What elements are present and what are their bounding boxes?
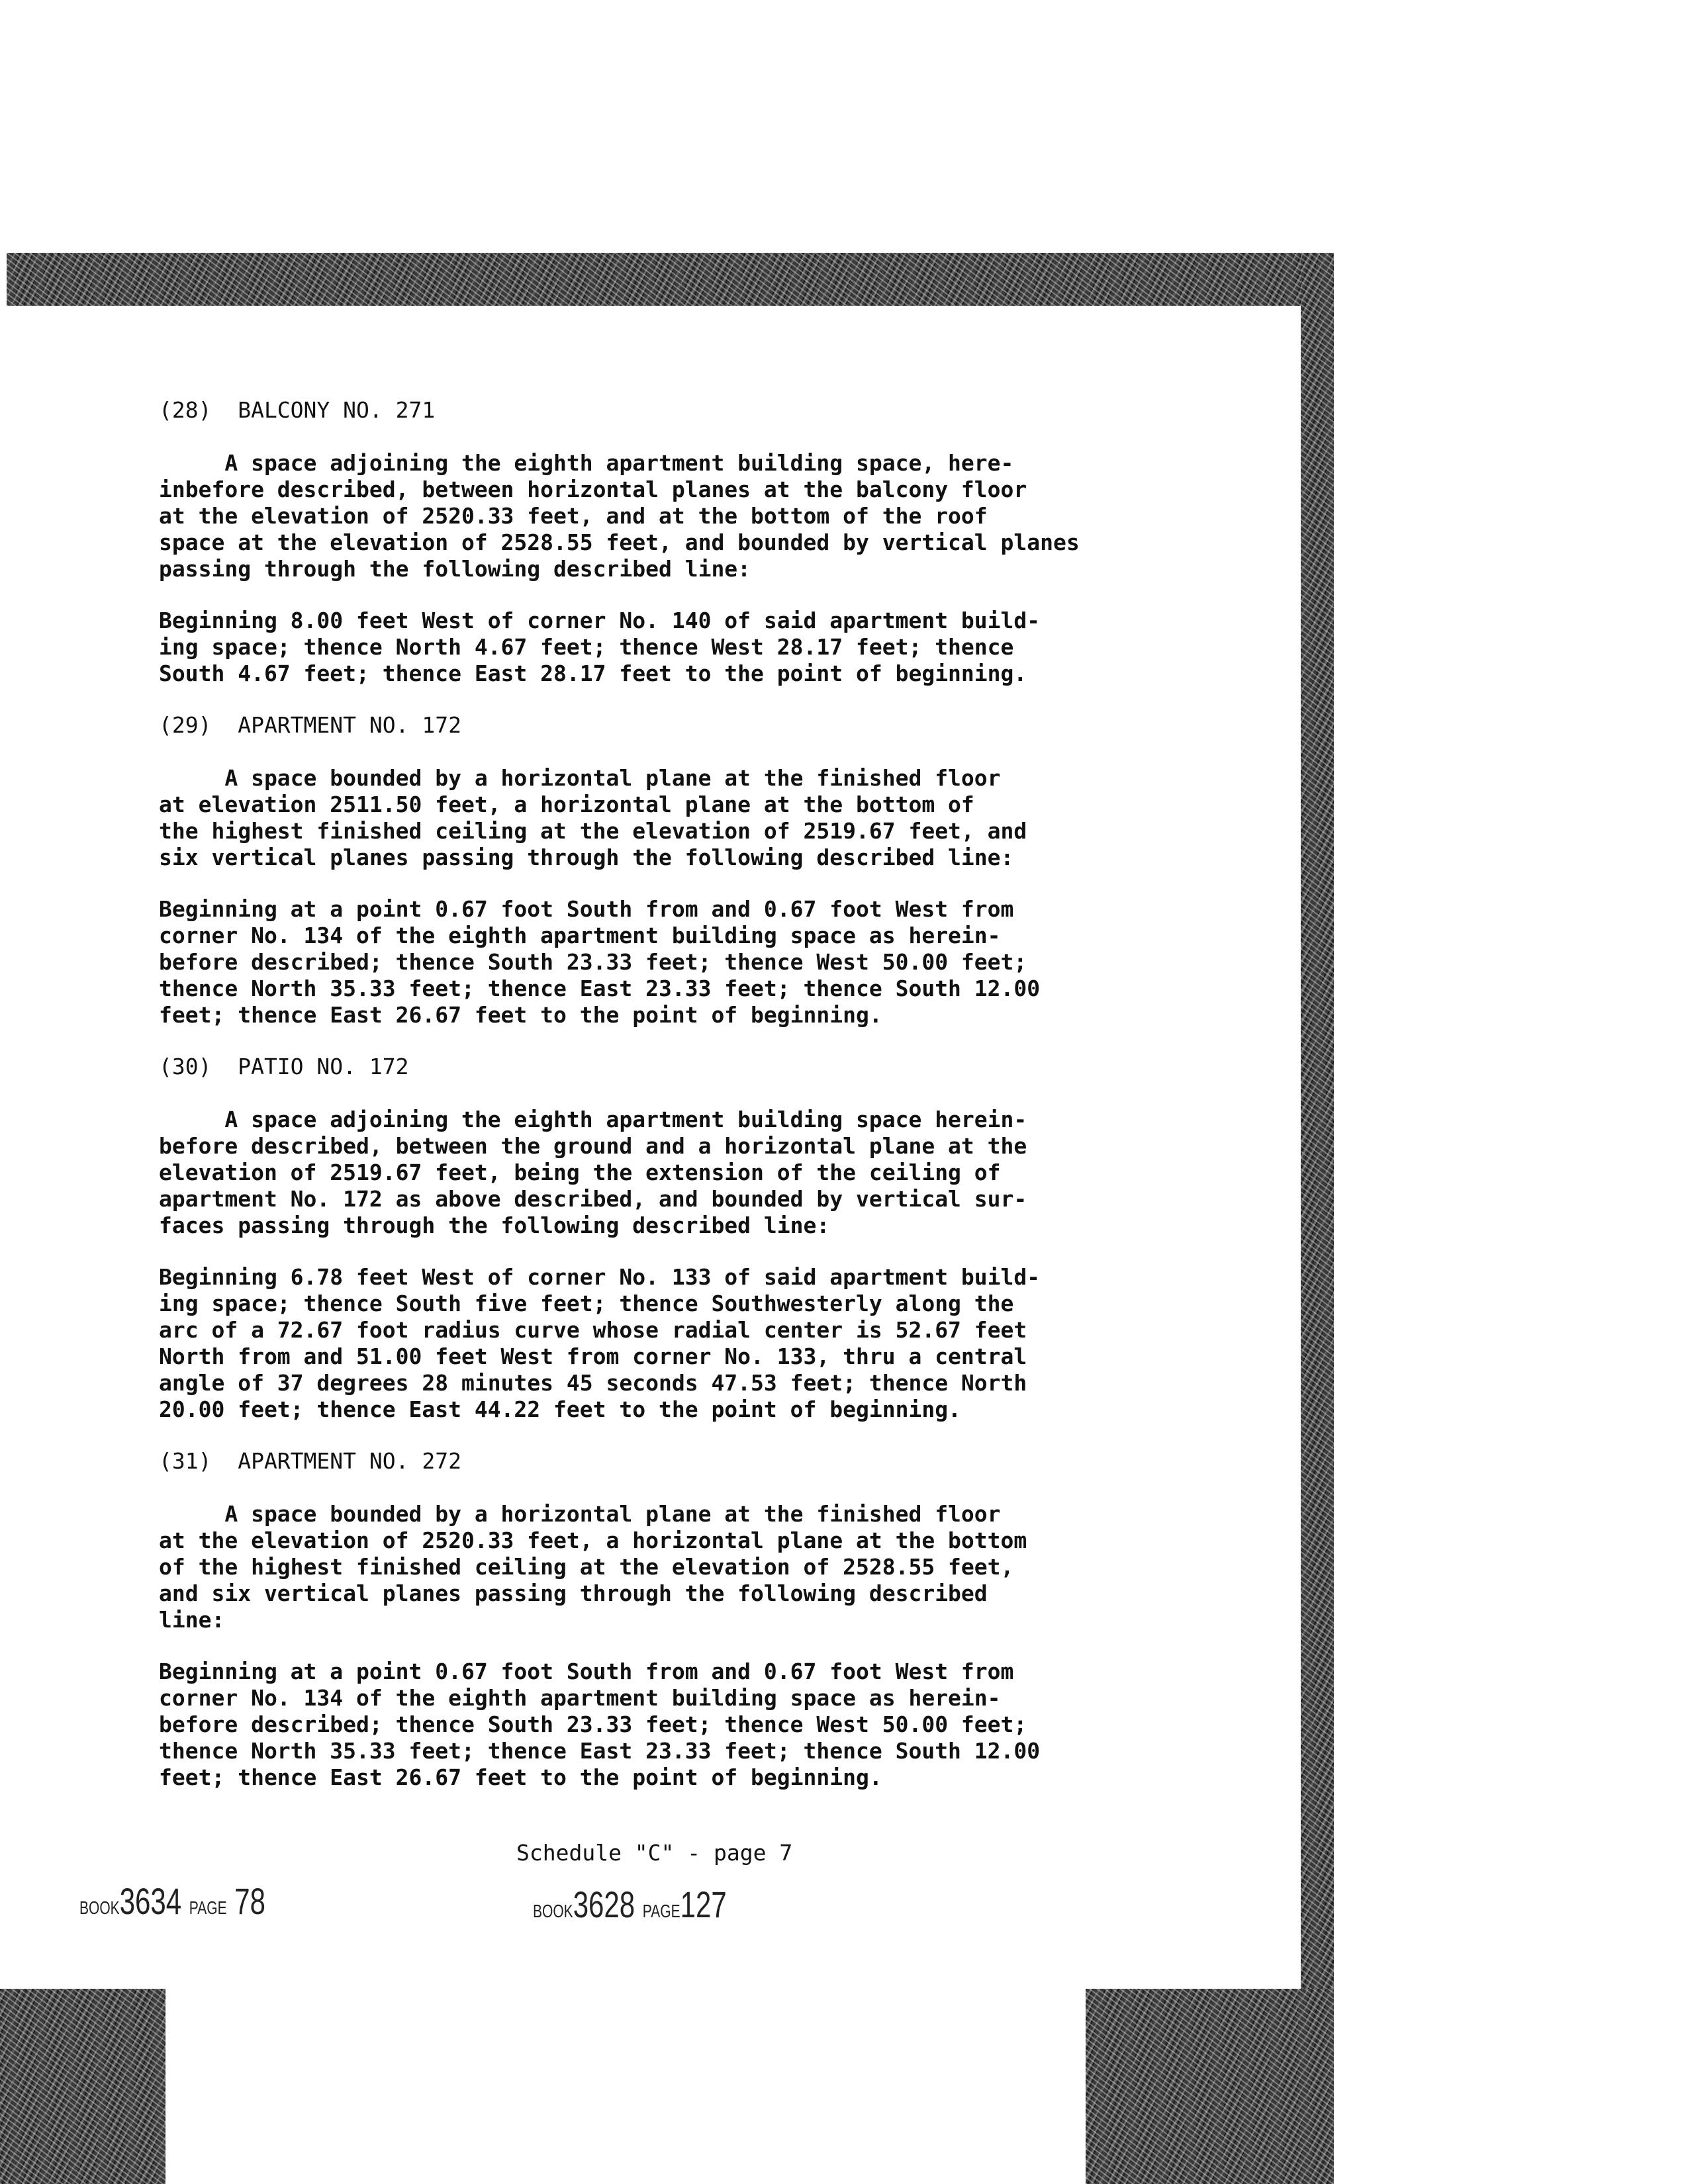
stamp-book-label: BOOK	[533, 1901, 573, 1921]
section-paragraph: A space bounded by a horizontal plane at the finished floor at the elevation of 2520.33 feet, a horizontal plane at the bottom of the highest finished ceiling at the elevation of 2528.55 feet, and six vertical planes passing through the following described line:	[159, 1501, 1027, 1633]
section-paragraph: A space adjoining the eighth apartment building space, here- inbefore described, between horizontal planes at the balcony floor at the elevation of 2520.33 feet, and at the bottom of the roof space at the elevation of 2528.55 feet, and bounded by vertical planes passing through the following described line:	[159, 450, 1080, 582]
section-patio-172	[159, 1054, 1244, 1423]
stamp-book-label: BOOK	[79, 1897, 120, 1918]
section-heading: (28) BALCONY NO. 271	[159, 397, 436, 423]
stamp-page-number: 127	[680, 1884, 727, 1925]
schedule-page-label: Schedule "C" - page 7	[516, 1840, 793, 1866]
stamp-book-number: 3628	[573, 1884, 635, 1925]
scan-noise-right	[1301, 253, 1334, 2017]
scan-noise-bottom-left	[0, 1989, 165, 2184]
book-page-stamp-left	[79, 1880, 265, 1923]
stamp-page-label: PAGE	[189, 1897, 227, 1918]
stamp-page-label: PAGE	[642, 1901, 680, 1921]
section-paragraph: Beginning at a point 0.67 foot South from and 0.67 foot West from corner No. 134 of the eighth apartment building space as herein- before described; thence South 23.33 feet; thence West 50.00 feet; thence North 35.33 feet; thence East 23.33 feet; thence South 12.00 feet; thence East 26.67 feet to the point of beginning.	[159, 1659, 1041, 1790]
stamp-book-number: 3634	[119, 1880, 182, 1922]
document-body	[159, 397, 1244, 1816]
section-paragraph: A space bounded by a horizontal plane at the finished floor at elevation 2511.50 feet, a horizontal plane at the bottom of the highest finished ceiling at the elevation of 2519.67 feet, and six vertical planes passing through the following described line:	[159, 765, 1027, 870]
section-paragraph: Beginning 8.00 feet West of corner No. 140 of said apartment build- ing space; thence North 4.67 feet; thence West 28.17 feet; thence South 4.67 feet; thence East 28.17 feet to the point of beginning.	[159, 608, 1041, 686]
section-paragraph: Beginning 6.78 feet West of corner No. 133 of said apartment build- ing space; thence South five feet; thence Southwesterly along the arc of a 72.67 foot radius curve whose radial center is 52.67 feet North from and 51.00 feet West from corner No. 133, thru a central angle of 37 degrees 28 minutes 45 seconds 47.53 feet; thence North 20.00 feet; thence East 44.22 feet to the point of beginning.	[159, 1264, 1041, 1422]
section-heading: (29) APARTMENT NO. 172	[159, 712, 461, 738]
book-page-stamp-right	[533, 1883, 727, 1926]
scan-noise-bottom-right	[1086, 1989, 1334, 2184]
section-apartment-172	[159, 712, 1244, 1028]
stamp-page-number: 78	[234, 1880, 265, 1922]
scan-noise-top	[7, 253, 1327, 306]
section-heading: (31) APARTMENT NO. 272	[159, 1448, 461, 1474]
section-balcony-271	[159, 397, 1244, 687]
section-heading: (30) PATIO NO. 172	[159, 1054, 409, 1079]
section-paragraph: A space adjoining the eighth apartment building space herein- before described, between the ground and a horizontal plane at the elevation of 2519.67 feet, being the extension of the ceiling of apartment No. 172 as above described, and bounded by vertical sur- faces passing through the following described line:	[159, 1107, 1027, 1238]
section-paragraph: Beginning at a point 0.67 foot South from and 0.67 foot West from corner No. 134 of the eighth apartment building space as herein- before described; thence South 23.33 feet; thence West 50.00 feet; thence North 35.33 feet; thence East 23.33 feet; thence South 12.00 feet; thence East 26.67 feet to the point of beginning.	[159, 896, 1041, 1028]
section-apartment-272	[159, 1448, 1244, 1791]
